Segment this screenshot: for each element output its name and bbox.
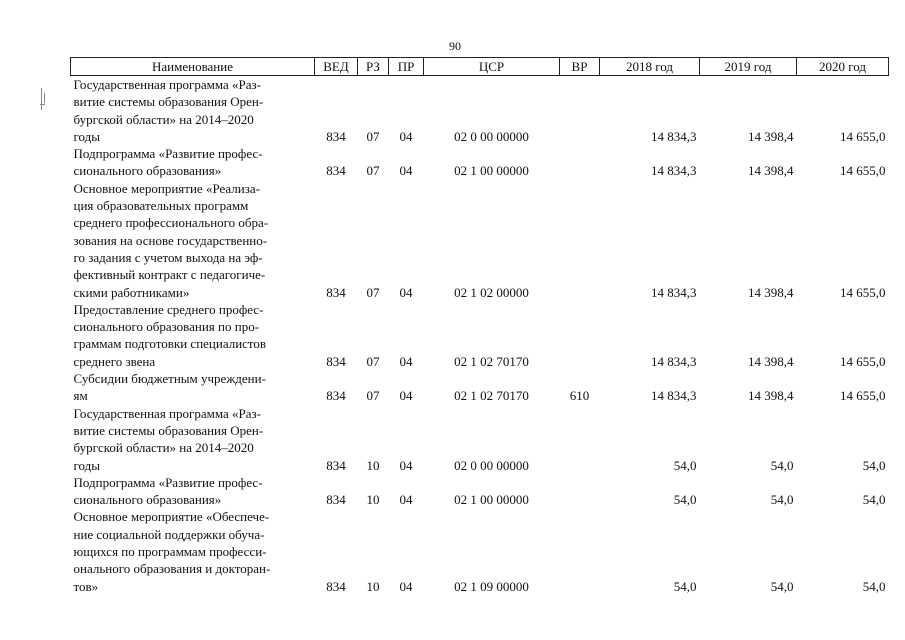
row-pr: 04	[399, 388, 413, 404]
row-name: Основное мероприятие «Реализа- ция образовательных программ среднего профессионального обра- зования на основе государственно- го задания с учетом выхода на эф- фективный контракт с педагогиче- скими работниками»	[73, 180, 269, 300]
row-2018: 14 834,3	[651, 353, 697, 369]
row-csr: 02 1 02 70170	[454, 388, 529, 404]
row-2020: 54,0	[862, 578, 886, 594]
row-ved: 834	[326, 578, 346, 594]
table-row	[71, 405, 889, 474]
row-name: Государственная программа «Раз- витие системы образования Орен- бургской области» на 2014–2020 годы	[73, 405, 264, 473]
row-2019: 14 398,4	[748, 284, 794, 300]
row-rz: 07	[366, 353, 380, 369]
row-pr: 04	[399, 163, 413, 179]
row-name: Государственная программа «Раз- витие системы образования Орен- бургской области» на 2014–2020 годы	[73, 77, 264, 144]
header-name: Наименование	[71, 58, 315, 76]
row-pr: 04	[399, 128, 413, 144]
row-2020: 14 655,0	[840, 163, 886, 179]
row-2020: 14 655,0	[840, 388, 886, 404]
scan-margin-mark	[40, 104, 45, 105]
row-pr: 04	[399, 353, 413, 369]
header-2018: 2018 год	[600, 58, 700, 76]
row-2019: 14 398,4	[748, 128, 794, 144]
row-name: Подпрограмма «Развитие профес- сионального образования»	[73, 474, 263, 508]
page-number: 90	[449, 39, 461, 53]
row-2019: 14 398,4	[748, 163, 794, 179]
row-2020: 14 655,0	[840, 353, 886, 369]
header-ved: ВЕД	[315, 58, 358, 76]
row-2019: 54,0	[770, 457, 794, 473]
table-row	[71, 76, 889, 146]
row-2018: 54,0	[673, 492, 697, 508]
row-rz: 07	[366, 388, 380, 404]
row-ved: 834	[326, 128, 346, 144]
row-2018: 54,0	[673, 578, 697, 594]
row-rz: 10	[366, 492, 380, 508]
row-pr: 04	[399, 457, 413, 473]
row-vr	[560, 474, 600, 509]
row-pr: 04	[399, 492, 413, 508]
header-rz: РЗ	[358, 58, 389, 76]
table-row	[71, 370, 889, 405]
row-rz: 07	[366, 284, 380, 300]
scan-margin-mark	[41, 88, 42, 110]
row-vr	[560, 508, 600, 594]
row-name: Субсидии бюджетным учреждени- ям	[73, 371, 266, 404]
row-2018: 14 834,3	[651, 128, 697, 144]
row-name: Предоставление среднего профес- сионального образования по про- граммам подготовки специалистов среднего звена	[73, 301, 267, 369]
row-2018: 14 834,3	[651, 163, 697, 179]
row-2020: 54,0	[862, 457, 886, 473]
row-2019: 54,0	[770, 492, 794, 508]
row-name: Основное мероприятие «Обеспече- ние социальной поддержки обуча- ющихся по программам професси- онального образования и докторан- тов»	[73, 509, 271, 594]
table-row	[71, 474, 889, 509]
row-csr: 02 1 02 00000	[454, 284, 529, 300]
row-vr	[560, 180, 600, 301]
header-pr: ПР	[389, 58, 424, 76]
row-2019: 54,0	[770, 578, 794, 594]
row-2019: 14 398,4	[748, 388, 794, 404]
table-row	[71, 180, 889, 301]
budget-table	[70, 57, 889, 595]
row-ved: 834	[326, 388, 346, 404]
table-row	[71, 508, 889, 594]
table-row	[71, 145, 889, 180]
row-rz: 10	[366, 457, 380, 473]
row-vr	[560, 145, 600, 180]
row-2018: 14 834,3	[651, 284, 697, 300]
row-csr: 02 0 00 00000	[454, 457, 529, 473]
table-row	[71, 301, 889, 370]
row-pr: 04	[399, 284, 413, 300]
row-vr: 610	[569, 388, 590, 404]
table-header-row	[71, 58, 889, 76]
row-csr: 02 0 00 00000	[454, 128, 529, 144]
row-2018: 14 834,3	[651, 388, 697, 404]
row-2020: 14 655,0	[840, 128, 886, 144]
row-ved: 834	[326, 353, 346, 369]
header-vr: ВР	[560, 58, 600, 76]
row-2020: 54,0	[862, 492, 886, 508]
row-ved: 834	[326, 163, 346, 179]
row-2018: 54,0	[673, 457, 697, 473]
row-name: Подпрограмма «Развитие профес- сионального образования»	[73, 146, 263, 179]
row-rz: 07	[366, 163, 380, 179]
row-2020: 14 655,0	[840, 284, 886, 300]
row-rz: 10	[366, 578, 380, 594]
row-vr	[560, 301, 600, 370]
scan-margin-mark	[44, 93, 45, 103]
header-2020: 2020 год	[797, 58, 889, 76]
row-csr: 02 1 09 00000	[454, 578, 529, 594]
row-rz: 07	[366, 128, 380, 144]
header-csr: ЦСР	[424, 58, 560, 76]
header-2019: 2019 год	[700, 58, 797, 76]
row-2019: 14 398,4	[748, 353, 794, 369]
row-csr: 02 1 02 70170	[454, 353, 529, 369]
row-ved: 834	[326, 284, 346, 300]
row-vr	[560, 405, 600, 474]
row-pr: 04	[399, 578, 413, 594]
row-ved: 834	[326, 492, 346, 508]
row-csr: 02 1 00 00000	[454, 163, 529, 179]
row-csr: 02 1 00 00000	[454, 492, 529, 508]
row-ved: 834	[326, 457, 346, 473]
row-vr	[560, 76, 600, 146]
